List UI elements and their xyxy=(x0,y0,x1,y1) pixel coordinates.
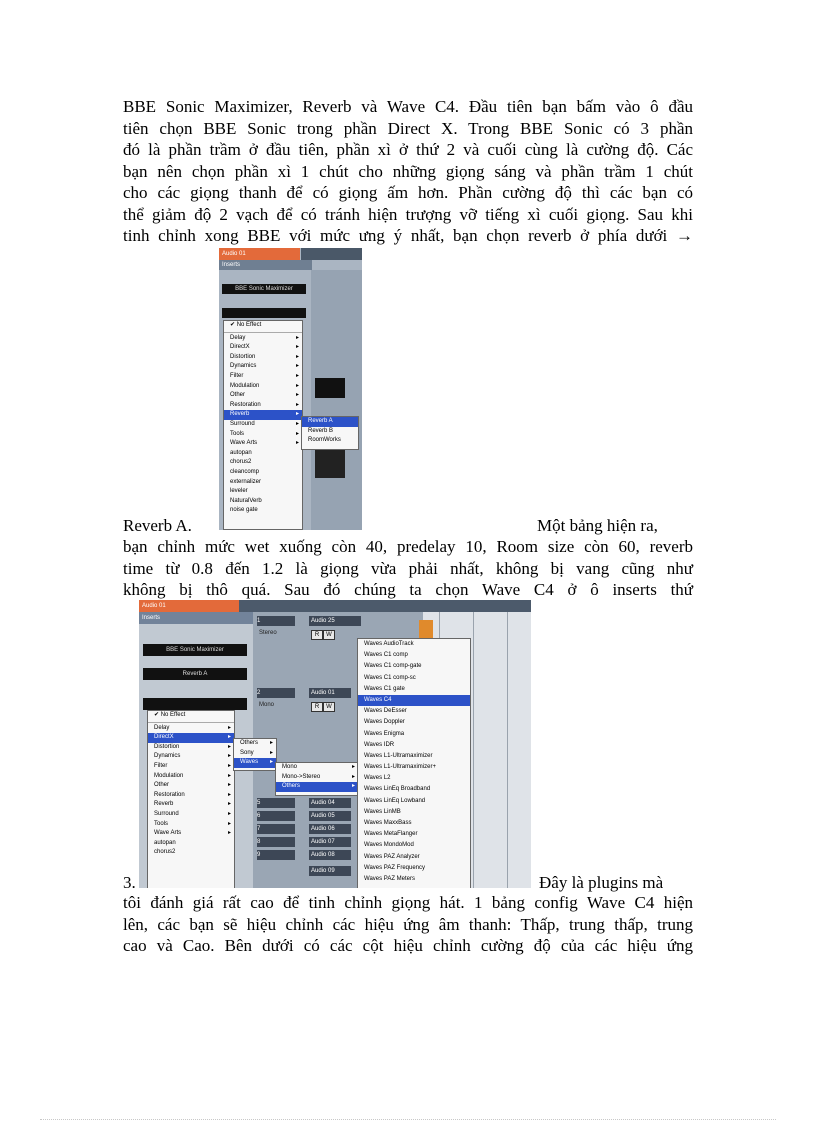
plugin-menu-item[interactable]: Waves C1 comp-sc xyxy=(364,674,416,681)
record-button[interactable]: R xyxy=(311,630,323,640)
menu-item-mono[interactable]: Mono ▸ xyxy=(282,764,355,770)
insert-slot-1[interactable]: BBE Sonic Maximizer xyxy=(143,644,247,656)
menu-item-restoration[interactable]: Restoration ▸ xyxy=(154,791,231,798)
cubase-inserts-screenshot-1 xyxy=(219,248,362,530)
fader-block xyxy=(315,378,345,398)
plugin-menu-item[interactable]: Waves LinMB xyxy=(364,808,401,815)
plugin-menu-item[interactable]: Waves MaxxBass xyxy=(364,820,412,826)
menu-item-other[interactable]: Other ▸ xyxy=(154,782,231,789)
channel-number: 9 xyxy=(257,850,295,860)
effects-menu xyxy=(147,710,235,888)
channel-number: 5 xyxy=(257,798,295,808)
text-line: bạn nên chọn phần xì 1 chút cho những giọng sáng và phần trầm 1 chút xyxy=(123,161,693,181)
text-line: Reverb A. xyxy=(123,516,192,535)
menu-item-filter[interactable]: Filter ▸ xyxy=(230,372,299,379)
menu-item[interactable]: ✔ No Effect xyxy=(230,322,262,328)
menu-item[interactable]: NaturalVerb xyxy=(230,497,262,504)
menu-item-wave-arts[interactable]: Wave Arts ▸ xyxy=(230,440,299,447)
plugin-menu-item[interactable]: Waves L2 xyxy=(364,775,391,782)
text-line: bạn chỉnh mức wet xuống còn 40, predelay 10, Room size còn 60, reverb xyxy=(123,537,693,556)
text-line: tinh chỉnh xong BBE với mức ưng ý nhất, bạn chọn reverb ở phía dưới → xyxy=(123,226,693,245)
waves-submenu xyxy=(275,762,359,796)
plugin-menu-item[interactable]: Waves LinEq Broadband xyxy=(364,786,431,793)
menu-item[interactable]: ✔ No Effect xyxy=(154,712,186,718)
track-name: Audio 01 xyxy=(309,688,351,698)
channel-number: 2 xyxy=(257,688,295,698)
menu-item-reverb[interactable]: Reverb ▸ xyxy=(224,410,302,420)
menu-item-restoration[interactable]: Restoration ▸ xyxy=(230,401,299,408)
plugin-menu-item[interactable]: Waves C4 xyxy=(358,695,470,706)
inserts-label: Inserts xyxy=(219,260,312,270)
plugin-menu-item[interactable]: Waves PAZ Meters xyxy=(364,875,416,882)
plugin-menu-item[interactable]: Waves PAZ Frequency xyxy=(364,864,426,871)
track-type: Stereo xyxy=(259,630,277,636)
menu-item-others[interactable]: Others ▸ xyxy=(240,740,273,746)
menu-item-directx[interactable]: DirectX ▸ xyxy=(148,733,234,743)
track-name: Audio 04 xyxy=(309,798,351,808)
plugin-menu-item[interactable]: Waves LinEq Lowband xyxy=(364,797,426,804)
grid-line xyxy=(473,612,474,888)
waves-plugins-menu xyxy=(357,638,471,888)
page-footer-rule xyxy=(40,1119,776,1120)
menu-item[interactable]: chorus2 xyxy=(230,459,252,466)
plugin-menu-item[interactable]: Waves L1-Ultramaximizer xyxy=(364,752,433,759)
track-name: Audio 05 xyxy=(309,811,351,821)
channel-number: 8 xyxy=(257,837,295,847)
plugin-menu-item[interactable]: Waves AudioTrack xyxy=(364,641,414,647)
text-line: cao và Cao. Bên dưới có các cột hiệu chỉnh cường độ của các hiệu ứng xyxy=(123,936,693,955)
menu-item-mono-stereo[interactable]: Mono->Stereo ▸ xyxy=(282,773,355,780)
plugin-menu-item[interactable]: Waves MondoMod xyxy=(364,842,414,849)
insert-slot-3[interactable] xyxy=(143,698,247,710)
reverb-submenu xyxy=(301,416,359,450)
paragraph-1 xyxy=(123,96,693,247)
menu-item-surround[interactable]: Surround ▸ xyxy=(230,420,299,427)
text-line: BBE Sonic Maximizer, Reverb và Wave C4. Đầu tiên bạn bấm vào ô đầu xyxy=(123,97,693,116)
menu-item[interactable]: externalizer xyxy=(230,478,262,485)
menu-item-dynamics[interactable]: Dynamics ▸ xyxy=(230,363,299,370)
insert-slot-2[interactable]: Reverb A xyxy=(143,668,247,680)
insert-slot-1[interactable]: BBE Sonic Maximizer xyxy=(222,284,306,294)
track-header: Audio 01 xyxy=(139,600,240,612)
channel-number: 6 xyxy=(257,811,295,821)
menu-item-other[interactable]: Other ▸ xyxy=(230,392,299,399)
menu-item-modulation[interactable]: Modulation ▸ xyxy=(230,382,299,389)
directx-submenu xyxy=(233,738,277,771)
menu-item-roomworks[interactable]: RoomWorks xyxy=(308,437,341,444)
menu-item-dynamics[interactable]: Dynamics ▸ xyxy=(154,753,231,760)
channel-number: 1 xyxy=(257,616,295,626)
menu-item-reverb[interactable]: Reverb ▸ xyxy=(154,801,231,808)
menu-item-reverb-a[interactable]: Reverb A xyxy=(302,417,358,427)
record-button[interactable]: R xyxy=(311,702,323,712)
plugin-menu-item[interactable]: Waves Enigma xyxy=(364,730,405,737)
inserts-label: Inserts xyxy=(139,612,254,624)
menu-item-others[interactable]: Others ▸ xyxy=(276,782,358,792)
text-line: tiên chọn BBE Sonic trong phần Direct X. Trong BBE Sonic có 3 phần xyxy=(123,118,693,138)
effects-menu xyxy=(223,320,303,530)
text-line: tôi đánh giá rất cao để tinh chỉnh giọng hát. 1 bảng config Wave C4 hiện xyxy=(123,893,693,912)
menu-item-reverb-b[interactable]: Reverb B xyxy=(308,427,334,434)
text-line: lên, các bạn sẽ hiệu chỉnh các hiệu ứng âm thanh: Thấp, trung thấp, trung xyxy=(123,914,693,934)
plugin-menu-item[interactable]: Waves Doppler xyxy=(364,719,405,726)
plugin-menu-item[interactable]: Waves C1 comp-gate xyxy=(364,663,422,670)
menu-item[interactable]: autopan xyxy=(230,449,252,456)
text-line: đó là phần trầm ở đầu tiên, phần xì ở thứ 2 và cuối cùng là cường độ. Các xyxy=(123,140,693,159)
plugin-menu-item[interactable]: Waves DeEsser xyxy=(364,708,407,715)
menu-item[interactable]: cleancomp xyxy=(230,468,260,475)
menu-item-delay[interactable]: Delay ▸ xyxy=(230,334,299,341)
plugin-menu-item[interactable]: Waves C1 comp xyxy=(364,652,408,659)
insert-slot-2[interactable] xyxy=(222,308,306,318)
menu-item-tools[interactable]: Tools ▸ xyxy=(154,820,231,827)
plugin-menu-item[interactable]: Waves PAZ Analyzer xyxy=(364,853,420,860)
plugin-menu-item[interactable]: Waves C1 gate xyxy=(364,685,405,692)
text-line: 3. xyxy=(123,873,136,892)
text-line: Đây là plugins mà xyxy=(539,873,664,892)
menu-item-modulation[interactable]: Modulation ▸ xyxy=(154,772,231,779)
track-name: Audio 09 xyxy=(309,866,351,876)
menu-item-tools[interactable]: Tools ▸ xyxy=(230,430,299,437)
track-header: Audio 01 xyxy=(219,248,300,260)
write-button[interactable]: W xyxy=(323,702,335,712)
write-button[interactable]: W xyxy=(323,630,335,640)
text-line: không bị thô quá. Sau đó chúng ta chọn Wave C4 ở ô inserts thứ xyxy=(123,580,693,599)
toolbar-strip xyxy=(301,248,362,260)
menu-item-filter[interactable]: Filter ▸ xyxy=(154,762,231,769)
track-name: Audio 06 xyxy=(309,824,351,834)
paragraph-3 xyxy=(123,892,693,957)
menu-item-wave-arts[interactable]: Wave Arts ▸ xyxy=(154,830,231,837)
menu-item-waves[interactable]: Waves ▸ xyxy=(234,758,276,768)
toolbar-strip xyxy=(239,600,531,612)
text-line: time từ 0.8 đến 1.2 là giọng vừa phải nhất, không bị vang cũng như xyxy=(123,558,693,578)
channel-number: 7 xyxy=(257,824,295,834)
menu-item-delay[interactable]: Delay ▸ xyxy=(154,724,231,731)
menu-item[interactable]: leveler xyxy=(230,488,248,495)
menu-item-directx[interactable]: DirectX ▸ xyxy=(230,344,299,351)
menu-item[interactable]: chorus2 xyxy=(154,849,176,856)
grid-line xyxy=(507,612,508,888)
paragraph-2 xyxy=(123,536,693,601)
text-line: cho các giọng thanh để có giọng ấm hơn. Phần cường độ thì các bạn có xyxy=(123,183,693,202)
menu-item-distortion[interactable]: Distortion ▸ xyxy=(154,743,231,750)
text-line: thể giảm độ 2 vạch để có tránh hiện trượng vỡ tiếng xì cuối giọng. Sau khi xyxy=(123,204,693,224)
plugin-menu-item[interactable]: Waves IDR xyxy=(364,741,395,748)
track-name: Audio 25 xyxy=(309,616,361,626)
track-name: Audio 08 xyxy=(309,850,351,860)
cubase-inserts-screenshot-2 xyxy=(139,600,531,888)
menu-item[interactable]: noise gate xyxy=(230,507,258,514)
track-area xyxy=(311,270,362,530)
menu-item[interactable]: autopan xyxy=(154,839,176,846)
track-name: Audio 07 xyxy=(309,837,351,847)
plugin-menu-item[interactable]: Waves MetaFlanger xyxy=(364,831,418,838)
text-line: Một bảng hiện ra, xyxy=(537,516,658,535)
track-type: Mono xyxy=(259,702,275,708)
menu-item-sony[interactable]: Sony ▸ xyxy=(240,749,273,756)
menu-item-distortion[interactable]: Distortion ▸ xyxy=(230,353,299,360)
menu-item-surround[interactable]: Surround ▸ xyxy=(154,810,231,817)
plugin-menu-item[interactable]: Waves L1-Ultramaximizer+ xyxy=(364,764,436,771)
